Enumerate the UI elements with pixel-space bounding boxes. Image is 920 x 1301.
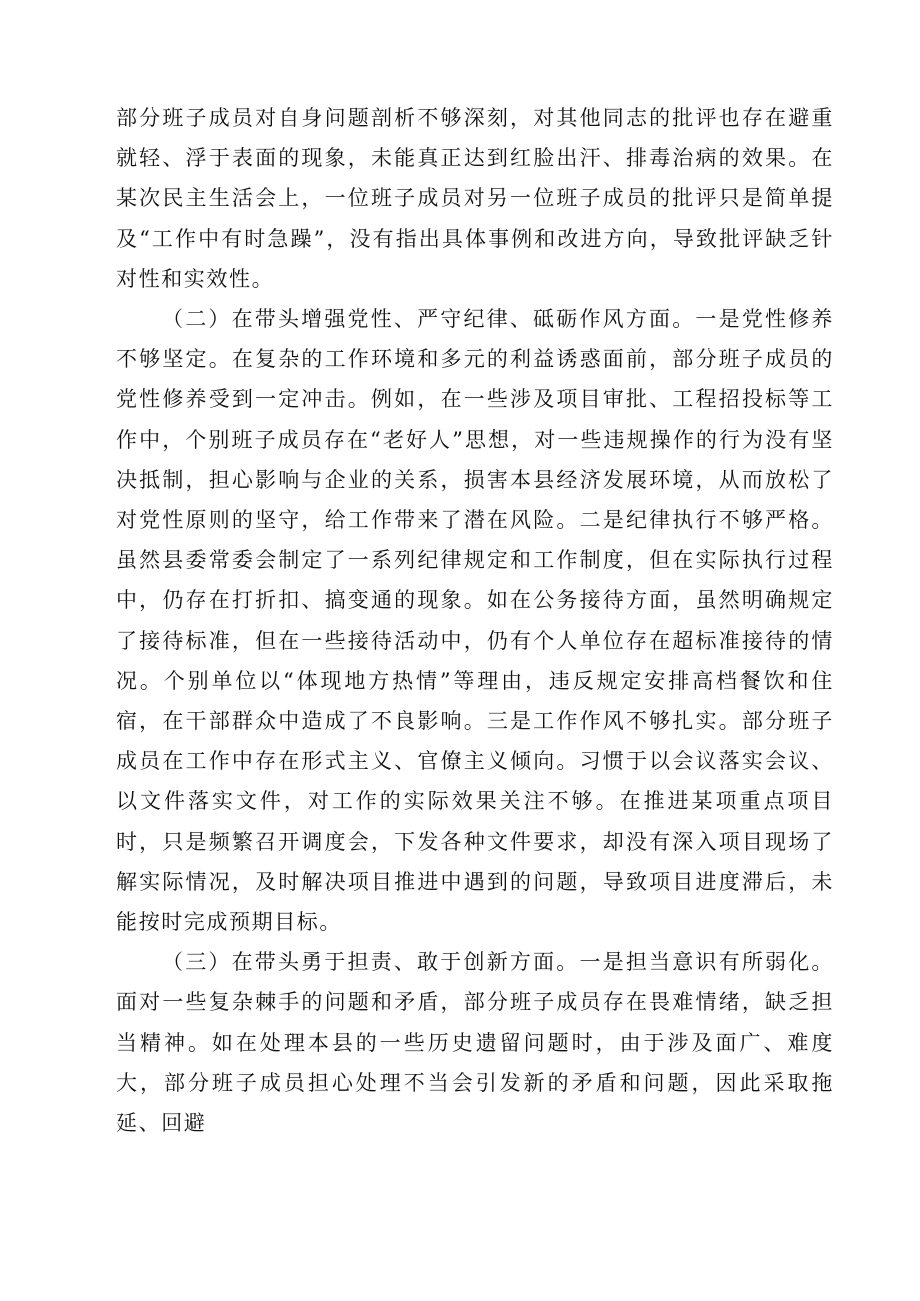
document-body — [116, 98, 834, 1143]
paragraph-criticism-continued: 部分班子成员对自身问题剖析不够深刻，对其他同志的批评也存在避重就轻、浮于表面的现象，未能真正达到红脸出汗、排毒治病的效果。在某次民主生活会上，一位班子成员对另一位班子成员的批评只是简单提及“工作中有时急躁”，没有指出具体事例和改进方向，导致批评缺乏针对性和实效性。 — [116, 106, 834, 291]
paragraph-section-two: （二）在带头增强党性、严守纪律、砥砺作风方面。一是党性修养不够坚定。在复杂的工作环境和多元的利益诱惑面前，部分班子成员的党性修养受到一定冲击。例如，在一些涉及项目审批、工程招投标等工作中，个别班子成员存在“老好人”思想，对一些违规操作的行为没有坚决抵制，担心影响与企业的关系，损害本县经济发展环境，从而放松了对党性原则的坚守，给工作带来了潜在风险。二是纪律执行不够严格。虽然县委常委会制定了一系列纪律规定和工作制度，但在实际执行过程中，仍存在打折扣、搞变通的现象。如在公务接待方面，虽然明确规定了接待标准，但在一些接待活动中，仍有个人单位存在超标准接待的情况。个别单位以“体现地方热情”等理由，违反规定安排高档餐饮和住宿，在干部群众中造成了不良影响。三是工作作风不够扎实。部分班子成员在工作中存在形式主义、官僚主义倾向。习惯于以会议落实会议、以文件落实文件，对工作的实际效果关注不够。在推进某项重点项目时，只是频繁召开调度会，下发各种文件要求，却没有深入项目现场了解实际情况，及时解决项目推进中遇到的问题，导致项目进度滞后，未能按时完成预期目标。 — [116, 307, 834, 935]
paragraph-section-three: （三）在带头勇于担责、敢于创新方面。一是担当意识有所弱化。面对一些复杂棘手的问题和矛盾，部分班子成员存在畏难情绪，缺乏担当精神。如在处理本县的一些历史遗留问题时，由于涉及面广、难度大，部分班子成员担心处理不当会引发新的矛盾和问题，因此采取拖延、回避 — [116, 950, 834, 1136]
